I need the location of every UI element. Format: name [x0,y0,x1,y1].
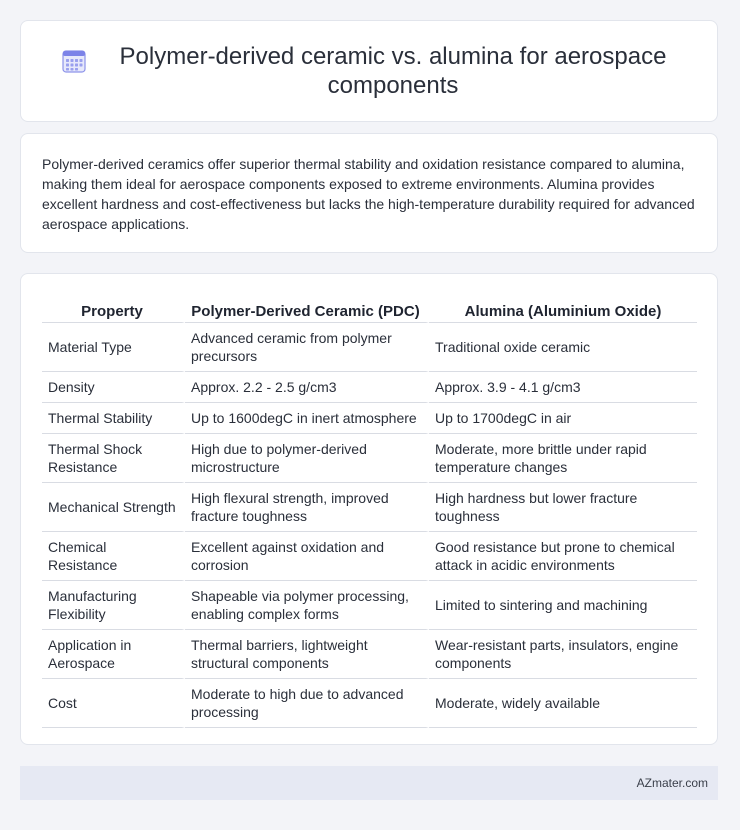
table-row [42,483,697,532]
column-header-pdc: Polymer-Derived Ceramic (PDC) [185,294,429,323]
pdc-cell: Moderate to high due to advanced processing [185,679,429,728]
table-row [42,323,697,372]
pdc-cell: Thermal barriers, lightweight structural components [185,630,429,679]
pdc-cell: Excellent against oxidation and corrosion [185,532,429,581]
table-row [42,630,697,679]
alumina-cell: Moderate, more brittle under rapid temperature changes [429,434,697,483]
table-row [42,434,697,483]
table-row [42,679,697,728]
pdc-cell: High due to polymer-derived microstructure [185,434,429,483]
pdc-cell: Advanced ceramic from polymer precursors [185,323,429,372]
alumina-cell: Up to 1700degC in air [429,403,697,434]
table-row [42,532,697,581]
property-cell: Thermal Shock Resistance [42,434,185,483]
pdc-cell: Shapeable via polymer processing, enabling complex forms [185,581,429,630]
column-header-alumina: Alumina (Aluminium Oxide) [429,294,697,323]
title-wrap [61,42,677,100]
table-header-row [42,294,697,323]
table-row [42,581,697,630]
table-row [42,372,697,403]
property-cell: Chemical Resistance [42,532,185,581]
pdc-cell: Approx. 2.2 - 2.5 g/cm3 [185,372,429,403]
pdc-cell: Up to 1600degC in inert atmosphere [185,403,429,434]
property-cell: Material Type [42,323,185,372]
alumina-cell: Wear-resistant parts, insulators, engine components [429,630,697,679]
property-cell: Mechanical Strength [42,483,185,532]
property-cell: Cost [42,679,185,728]
alumina-cell: Moderate, widely available [429,679,697,728]
calendar-grid-icon [61,48,87,74]
footer-brand: AZmater.com [636,776,708,790]
alumina-cell: Good resistance but prone to chemical attack in acidic environments [429,532,697,581]
alumina-cell: Approx. 3.9 - 4.1 g/cm3 [429,372,697,403]
table-row [42,403,697,434]
property-cell: Thermal Stability [42,403,185,434]
pdc-cell: High flexural strength, improved fracture toughness [185,483,429,532]
column-header-property: Property [42,294,185,323]
page-title: Polymer-derived ceramic vs. alumina for aerospace components [119,43,667,99]
alumina-cell: Traditional oxide ceramic [429,323,697,372]
comparison-table [42,294,697,728]
alumina-cell: Limited to sintering and machining [429,581,697,630]
property-cell: Manufacturing Flexibility [42,581,185,630]
footer [20,766,718,800]
property-cell: Application in Aerospace [42,630,185,679]
comparison-table-card [20,273,718,745]
summary-text: Polymer-derived ceramics offer superior thermal stability and oxidation resistance compared to alumina, making them ideal for aerospace components exposed to extreme environments. Alumina provides excellent hardness and cost-effectiveness but lacks the high-temperature durability required for advanced aerospace applications. [42,156,695,232]
summary-card [20,133,718,253]
alumina-cell: High hardness but lower fracture toughness [429,483,697,532]
property-cell: Density [42,372,185,403]
title-card [20,20,718,122]
